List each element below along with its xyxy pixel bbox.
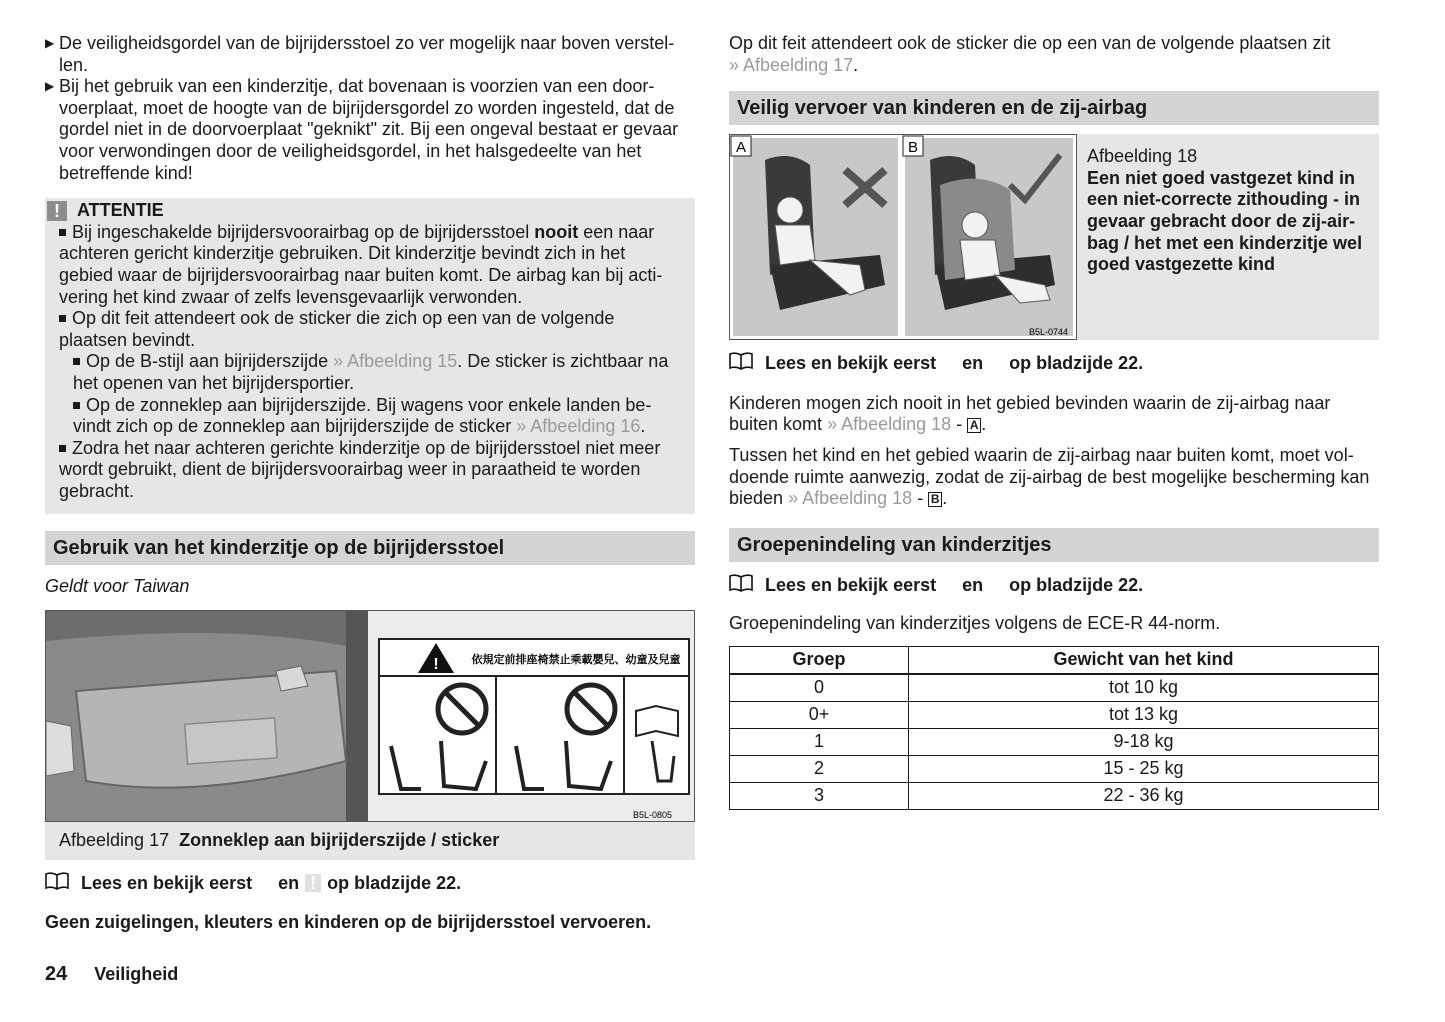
final-statement: Geen zuigelingen, kleuters en kinderen op de bijrijdersstoel vervoeren. — [45, 912, 652, 933]
warning-ref-icon[interactable]: ! — [305, 874, 321, 892]
bullet-item: ▶ Bij het gebruik van een kinderzitje, dat bovenaan is voorzien van een door-voerplaat, moet de hoogte van de bijrijdersgordel zo worden ingesteld, dat de gordel niet in de doorvoerplaat "geknikt" zit. Bij een ongeval bestaat er gevaar voor verwondingen door de veiligheidsgordel, in het halsgedeelte van het betreffende kind! — [45, 76, 679, 183]
table-row — [730, 701, 1379, 728]
child-seat-airbag-illustration — [730, 135, 1076, 339]
side-airbag-paragraph: Tussen het kind en het gebied waarin de zij-airbag naar buiten komt, moet vol-doende ruimte aanwezig, zodat de zij-airbag de best mogelijke bescherming kan bieden » Afbeelding 18 - B . — [729, 444, 1370, 509]
figure-18 — [729, 134, 1379, 340]
figure-reference-link[interactable]: » Afbeelding 16 — [516, 416, 641, 437]
table-row — [730, 755, 1379, 782]
panel-label-a: A — [735, 139, 747, 157]
table-cell: tot 13 kg — [909, 701, 1379, 728]
warning-icon: ! — [47, 201, 67, 221]
right-column — [729, 33, 1379, 810]
table-cell: 3 — [730, 782, 909, 809]
attention-paragraph: Zodra het naar achteren gerichte kinderzitje op de bijrijdersstoel niet meer wordt gebruikt, dient de bijrijdersvoorairbag weer in paraatheid te worden gebracht. — [59, 437, 661, 501]
table-header-row — [730, 646, 1379, 674]
attention-paragraph: Op dit feit attendeert ook de sticker die zich op een van de volgende plaatsen bevindt. — [59, 308, 615, 350]
figure-reference-link[interactable]: » Afbeelding 18 — [827, 414, 952, 435]
book-icon — [729, 352, 753, 376]
label-box-b: B — [928, 492, 942, 507]
figure-code: B5L-0744 — [1028, 327, 1068, 338]
read-first-note: Lees en bekijk eerst en ! op bladzijde 22. — [45, 872, 695, 896]
attention-subitem: Op de B-stijl aan bijrijderszijde » Afbeelding 15. De sticker is zichtbaar na het openen van het bijrijdersportier. — [73, 351, 669, 393]
table-cell: 22 - 36 kg — [909, 782, 1379, 809]
book-icon — [729, 574, 753, 598]
bullet-item: ▶ De veiligheidsgordel van de bijrijdersstoel zo ver mogelijk naar boven verstel-len. — [45, 33, 675, 75]
section-subtitle: Geldt voor Taiwan — [45, 576, 190, 597]
column-header: Groep — [730, 646, 909, 674]
side-airbag-paragraph: Kinderen mogen zich nooit in het gebied bevinden waarin de zij-airbag naar buiten komt » Afbeelding 18 - A . — [729, 392, 1331, 435]
square-bullet-icon — [73, 358, 80, 365]
table-cell: 9-18 kg — [909, 728, 1379, 755]
table-row — [730, 674, 1379, 702]
attention-subitem: Op de zonneklep aan bijrijderszijde. Bij wagens voor enkele landen be-vindt zich op de zonneklep aan bijrijderszijde de sticker » Afbeelding 16. — [73, 394, 652, 437]
table-cell: 0+ — [730, 701, 909, 728]
attention-header: ! ATTENTIE — [47, 200, 681, 222]
figure-17-image — [45, 610, 695, 822]
table-cell: 1 — [730, 728, 909, 755]
table-cell: 0 — [730, 674, 909, 702]
read-first-note: Lees en bekijk eerst en op bladzijde 22. — [729, 574, 1379, 598]
figure-code: B5L-0805 — [632, 810, 672, 821]
figure-reference-link[interactable]: » Afbeelding 15 — [333, 351, 458, 372]
figure-18-image — [729, 134, 1077, 340]
table-cell: 15 - 25 kg — [909, 755, 1379, 782]
page-number: 24 — [45, 963, 68, 985]
table-intro: Groepenindeling van kinderzitjes volgens de ECE-R 44-norm. — [729, 613, 1221, 634]
left-column — [45, 33, 695, 934]
attention-paragraph: Bij ingeschakelde bijrijdersvoorairbag op de bijrijdersstoel nooit een naar achteren gericht kinderzitje gebruiken. Dit kinderzitje bevindt zich in het gebied waar de bijrijdersvoorairbag naar buiten komt. De airbag kan bij acti-vering het kind zwaar of zelfs levensgevaarlijk verwonden. — [59, 221, 663, 307]
group-table — [729, 646, 1379, 810]
table-cell: tot 10 kg — [909, 674, 1379, 702]
attention-box — [45, 198, 695, 514]
book-icon — [45, 872, 69, 896]
sticker-warning-text: 依規定前排座椅禁止乘載嬰兒、幼童及兒童 — [471, 653, 681, 667]
intro-paragraph: Op dit feit attendeert ook de sticker die op een van de volgende plaatsen zit » Afbeelding 17. — [729, 33, 1331, 75]
chapter-name: Veiligheid — [94, 964, 179, 984]
table-row — [730, 782, 1379, 809]
square-bullet-icon — [59, 445, 66, 452]
figure-17-caption: Afbeelding 17 Zonneklep aan bijrijderszijde / sticker — [45, 822, 695, 860]
triangle-bullet-icon: ▶ — [45, 79, 55, 94]
figure-reference-link[interactable]: » Afbeelding 17 — [729, 54, 854, 75]
panel-label-b: B — [907, 139, 919, 157]
square-bullet-icon — [59, 315, 66, 322]
triangle-bullet-icon: ▶ — [45, 36, 55, 50]
label-box-a: A — [967, 418, 981, 433]
sun-visor-sticker-illustration — [46, 611, 694, 821]
column-header: Gewicht van het kind — [909, 646, 1379, 674]
table-row — [730, 728, 1379, 755]
read-first-note: Lees en bekijk eerst en op bladzijde 22. — [729, 352, 1379, 376]
square-bullet-icon — [73, 402, 80, 409]
section-heading: Gebruik van het kinderzitje op de bijrijdersstoel — [45, 531, 695, 565]
svg-text:!: ! — [433, 656, 439, 674]
figure-reference-link[interactable]: » Afbeelding 18 — [788, 488, 913, 509]
section-heading: Groepenindeling van kinderzitjes — [729, 528, 1379, 562]
table-cell: 2 — [730, 755, 909, 782]
section-heading: Veilig vervoer van kinderen en de zij-airbag — [729, 91, 1379, 125]
page-footer — [45, 964, 178, 986]
figure-18-caption: Afbeelding 18 Een niet goed vastgezet kind in een niet-correcte zithouding - in gevaar gebracht door de zij-air-bag / het met een kinderzitje wel goed vastgezette kind — [1087, 146, 1363, 275]
square-bullet-icon — [59, 229, 66, 236]
